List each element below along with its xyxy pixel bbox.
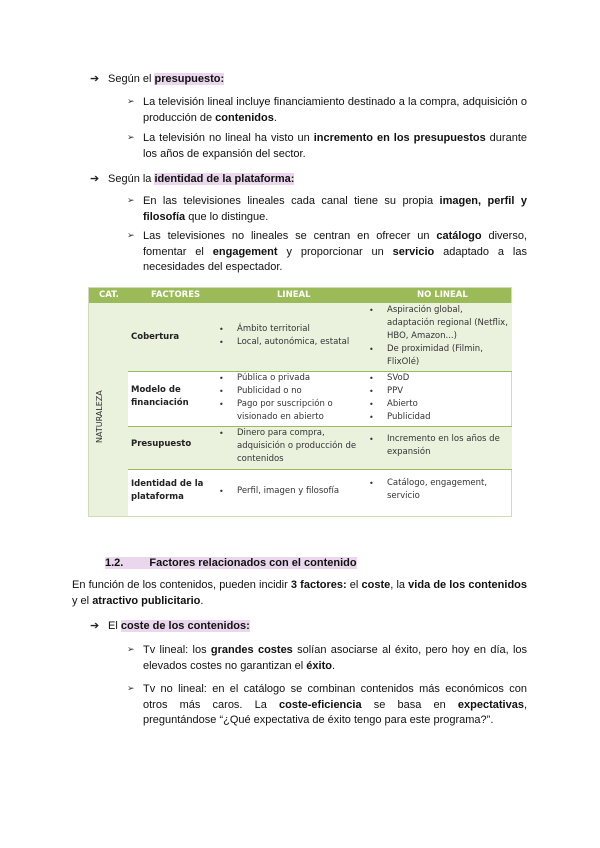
- arrow-right-icon: ➔: [90, 73, 100, 85]
- list-item: • Dinero para compra, adquisición o producción de contenidos: [219, 428, 357, 464]
- bullet-icon: •: [369, 306, 374, 315]
- bullet-icon: •: [369, 400, 374, 409]
- list-item: ➢ Tv no lineal: en el catálogo se combinan contenidos más económicos con otros más caros. La coste-eficiencia se basa en expectativas, preguntándose “¿Qué expectativa de éxito tengo para este programa?”.: [127, 682, 527, 729]
- list-item: • Incremento en los años de expansión: [369, 434, 500, 457]
- heading-coste: [90, 619, 250, 632]
- section-heading: [105, 557, 357, 569]
- list-item: • De proximidad (Filmin, FlixOlé): [369, 344, 483, 367]
- bullet-icon: •: [369, 345, 374, 354]
- list-item: ➢ Tv lineal: los grandes costes solían asociarse al éxito, pero hoy en día, los elevados costes no garantizan el éxito.: [127, 643, 527, 674]
- list-item: • Publicidad o no: [219, 386, 302, 396]
- bullet-icon: •: [369, 387, 374, 396]
- list-item: ➢ En las televisiones lineales cada canal tiene su propia imagen, perfil y filosofía que lo distingue.: [127, 194, 527, 225]
- header-lineal: LINEAL: [277, 290, 311, 300]
- bullet-icon: •: [219, 400, 224, 409]
- heading-identidad: [90, 172, 294, 185]
- bullet-icon: •: [369, 435, 374, 444]
- list-item: • Pública o privada: [219, 373, 311, 383]
- header-cat: CAT.: [99, 290, 119, 300]
- cell-lineal-cobertura: [219, 323, 359, 349]
- category-column: [89, 303, 128, 516]
- list-item: • PPV: [369, 386, 404, 396]
- section-title: Factores relacionados con el contenido: [149, 557, 357, 569]
- cell-nolineal-cobertura: [369, 304, 509, 369]
- section-number: 1.2.: [105, 557, 124, 569]
- category-label: NATURALEZA: [95, 390, 104, 443]
- cell-nolineal-identidad: [369, 477, 509, 503]
- list-item: • Local, autonómica, estatal: [219, 337, 350, 347]
- cell-nolineal-presupuesto: [369, 433, 509, 459]
- list-item: • Ámbito territorial: [219, 324, 310, 334]
- heading-text: Según el presupuesto:: [108, 73, 225, 85]
- bullet-icon: •: [219, 338, 224, 347]
- table-header: [89, 288, 511, 303]
- list-item: • SVoD: [369, 373, 410, 383]
- bullet-icon: •: [219, 429, 224, 438]
- heading-text: Según la identidad de la plataforma:: [108, 173, 295, 185]
- list-item: • Catálogo, engagement, servicio: [369, 478, 488, 501]
- intro-paragraph: En función de los contenidos, pueden incidir 3 factores: el coste, la vida de los contenidos y el atractivo publicitario.: [72, 579, 528, 607]
- arrowhead-bullet-icon: ➢: [127, 195, 135, 205]
- bullet-icon: •: [219, 487, 224, 496]
- arrowhead-bullet-icon: ➢: [127, 96, 135, 106]
- factor-identidad: Identidad de la plataforma: [131, 479, 204, 502]
- bullet-icon: •: [369, 479, 374, 488]
- list-item: ➢ La televisión lineal incluye financiamiento destinado a la compra, adquisición o producción de contenidos.: [127, 95, 527, 126]
- bullet-icon: •: [369, 374, 374, 383]
- cell-lineal-identidad: [219, 485, 359, 498]
- list-item: • Perfil, imagen y filosofía: [219, 486, 340, 496]
- heading-text: El coste de los contenidos:: [108, 620, 250, 632]
- arrowhead-bullet-icon: ➢: [127, 683, 135, 693]
- list-item: • Publicidad: [369, 412, 431, 422]
- factor-modelo-financiacion: Modelo de financiación: [131, 385, 189, 408]
- bullet-icon: •: [219, 374, 224, 383]
- bullet-icon: •: [219, 387, 224, 396]
- factor-presupuesto: Presupuesto: [131, 439, 192, 449]
- cell-lineal-presupuesto: [219, 427, 359, 466]
- heading-presupuesto: [90, 72, 224, 85]
- list-item: • Abierto: [369, 399, 418, 409]
- arrowhead-bullet-icon: ➢: [127, 230, 135, 240]
- arrow-right-icon: ➔: [90, 620, 100, 632]
- cell-nolineal-financiacion: [369, 372, 509, 424]
- cell-lineal-financiacion: [219, 372, 359, 424]
- comparison-table: [88, 287, 512, 517]
- arrow-right-icon: ➔: [90, 173, 100, 185]
- list-item: ➢ La televisión no lineal ha visto un incremento en los presupuestos durante los años de expansión del sector.: [127, 131, 527, 162]
- arrowhead-bullet-icon: ➢: [127, 644, 135, 654]
- factor-cobertura: Cobertura: [131, 332, 180, 342]
- arrowhead-bullet-icon: ➢: [127, 132, 135, 142]
- header-no-lineal: NO LINEAL: [417, 290, 468, 300]
- list-item: • Pago por suscripción o visionado en abierto: [219, 399, 333, 422]
- bullet-icon: •: [369, 413, 374, 422]
- list-item: • Aspiración global, adaptación regional (Netflix, HBO, Amazon...): [369, 305, 508, 341]
- row-divider: [128, 469, 512, 470]
- header-factores: FACTORES: [151, 290, 201, 300]
- list-item: ➢ Las televisiones no lineales se centran en ofrecer un catálogo diverso, fomentar el engagement y proporcionar un servicio adaptado a las necesidades del espectador.: [127, 229, 527, 276]
- bullet-icon: •: [219, 325, 224, 334]
